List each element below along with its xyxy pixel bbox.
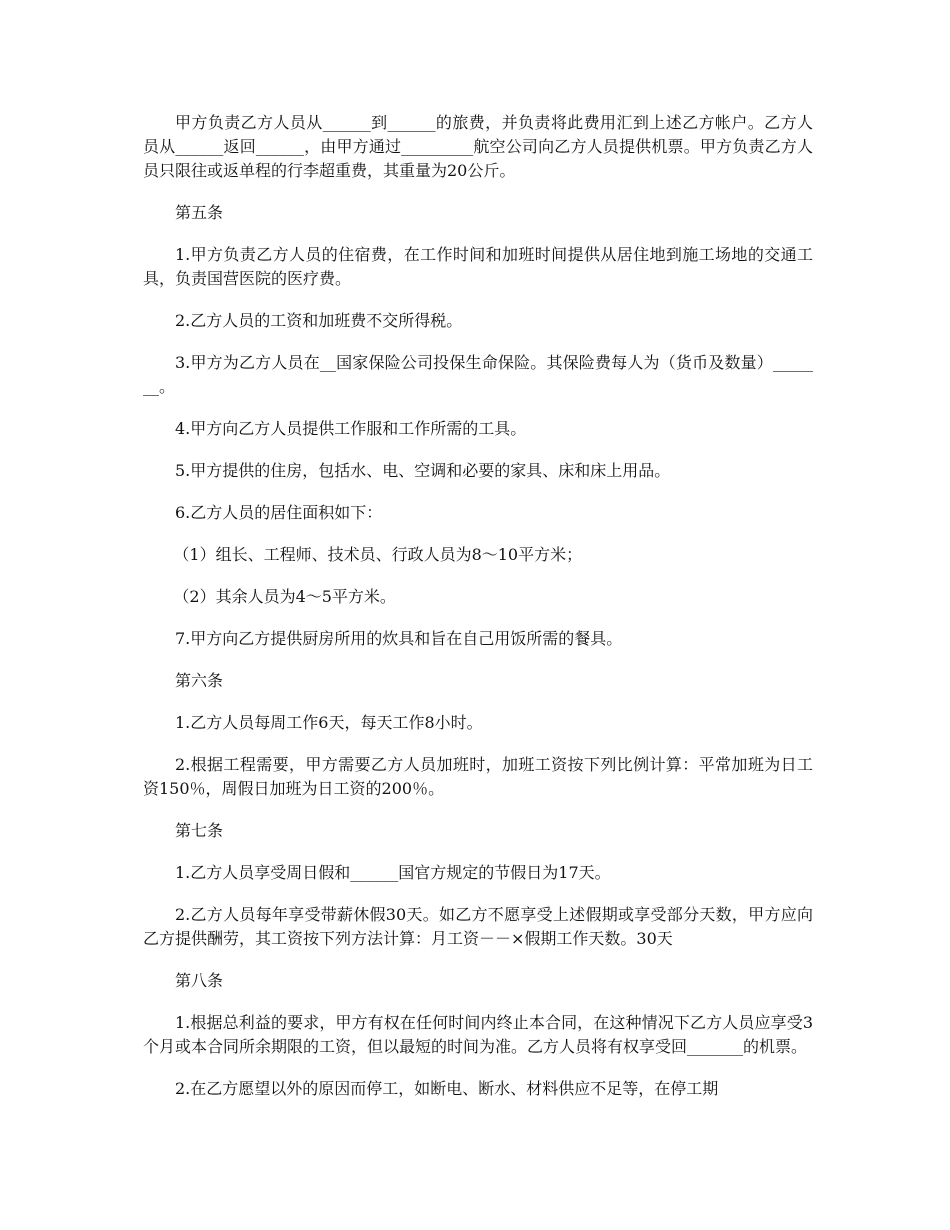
- article-6-heading: 第六条: [175, 671, 224, 690]
- article-8-clause-1: 1.根据总利益的要求，甲方有权在任何时间内终止本合同，在这种情况下乙方人员应享受3个月或本合同所余期限的工资，但以最短的时间为准。乙方人员将有权享受回_______的机票。: [143, 1013, 813, 1056]
- article-5-clause-4: 4.甲方向乙方人员提供工作服和工作所需的工具。: [175, 419, 527, 438]
- article-7-heading: 第七条: [175, 821, 224, 840]
- document-page: [143, 111, 813, 1119]
- article-5-clause-6-item-1: （1）组长、工程师、技术员、行政人员为8～10平方米；: [173, 545, 583, 564]
- article-7-clause-1: 1.乙方人员享受周日假和______国官方规定的节假日为17天。: [175, 863, 611, 882]
- article-5-clause-6-item-2: （2）其余人员为4～5平方米。: [173, 587, 396, 606]
- article-5-clause-3: 3.甲方为乙方人员在__国家保险公司投保生命保险。其保险费每人为（货币及数量）_______。: [143, 353, 813, 396]
- article-6-clause-1: 1.乙方人员每周工作6天，每天工作8小时。: [175, 713, 483, 732]
- article-8-clause-2: 2.在乙方愿望以外的原因而停工，如断电、断水、材料供应不足等，在停工期: [175, 1079, 719, 1098]
- article-5-heading: 第五条: [175, 203, 224, 222]
- article-5-clause-6: 6.乙方人员的居住面积如下：: [175, 503, 383, 522]
- paragraph-travel-expenses: 甲方负责乙方人员从______到______的旅费，并负责将此费用汇到上述乙方帐户。乙方人员从______返回______，由甲方通过_________航空公司向乙方人员提供机票。甲方负责乙方人员只限往或返单程的行李超重费，其重量为20公斤。: [143, 113, 813, 180]
- article-5-clause-1: 1.甲方负责乙方人员的住宿费，在工作时间和加班时间提供从居住地到施工场地的交通工具，负责国营医院的医疗费。: [143, 245, 813, 288]
- article-6-clause-2: 2.根据工程需要，甲方需要乙方人员加班时，加班工资按下列比例计算：平常加班为日工资150％，周假日加班为日工资的200％。: [143, 755, 813, 798]
- article-5-clause-7: 7.甲方向乙方提供厨房所用的炊具和旨在自己用饭所需的餐具。: [175, 629, 623, 648]
- article-5-clause-5: 5.甲方提供的住房，包括水、电、空调和必要的家具、床和床上用品。: [175, 461, 671, 480]
- article-5-clause-2: 2.乙方人员的工资和加班费不交所得税。: [175, 311, 463, 330]
- article-8-heading: 第八条: [175, 971, 224, 990]
- article-7-clause-2: 2.乙方人员每年享受带薪休假30天。如乙方不愿享受上述假期或享受部分天数，甲方应向乙方提供酬劳，其工资按下列方法计算：月工资－－×假期工作天数。30天: [143, 905, 813, 948]
